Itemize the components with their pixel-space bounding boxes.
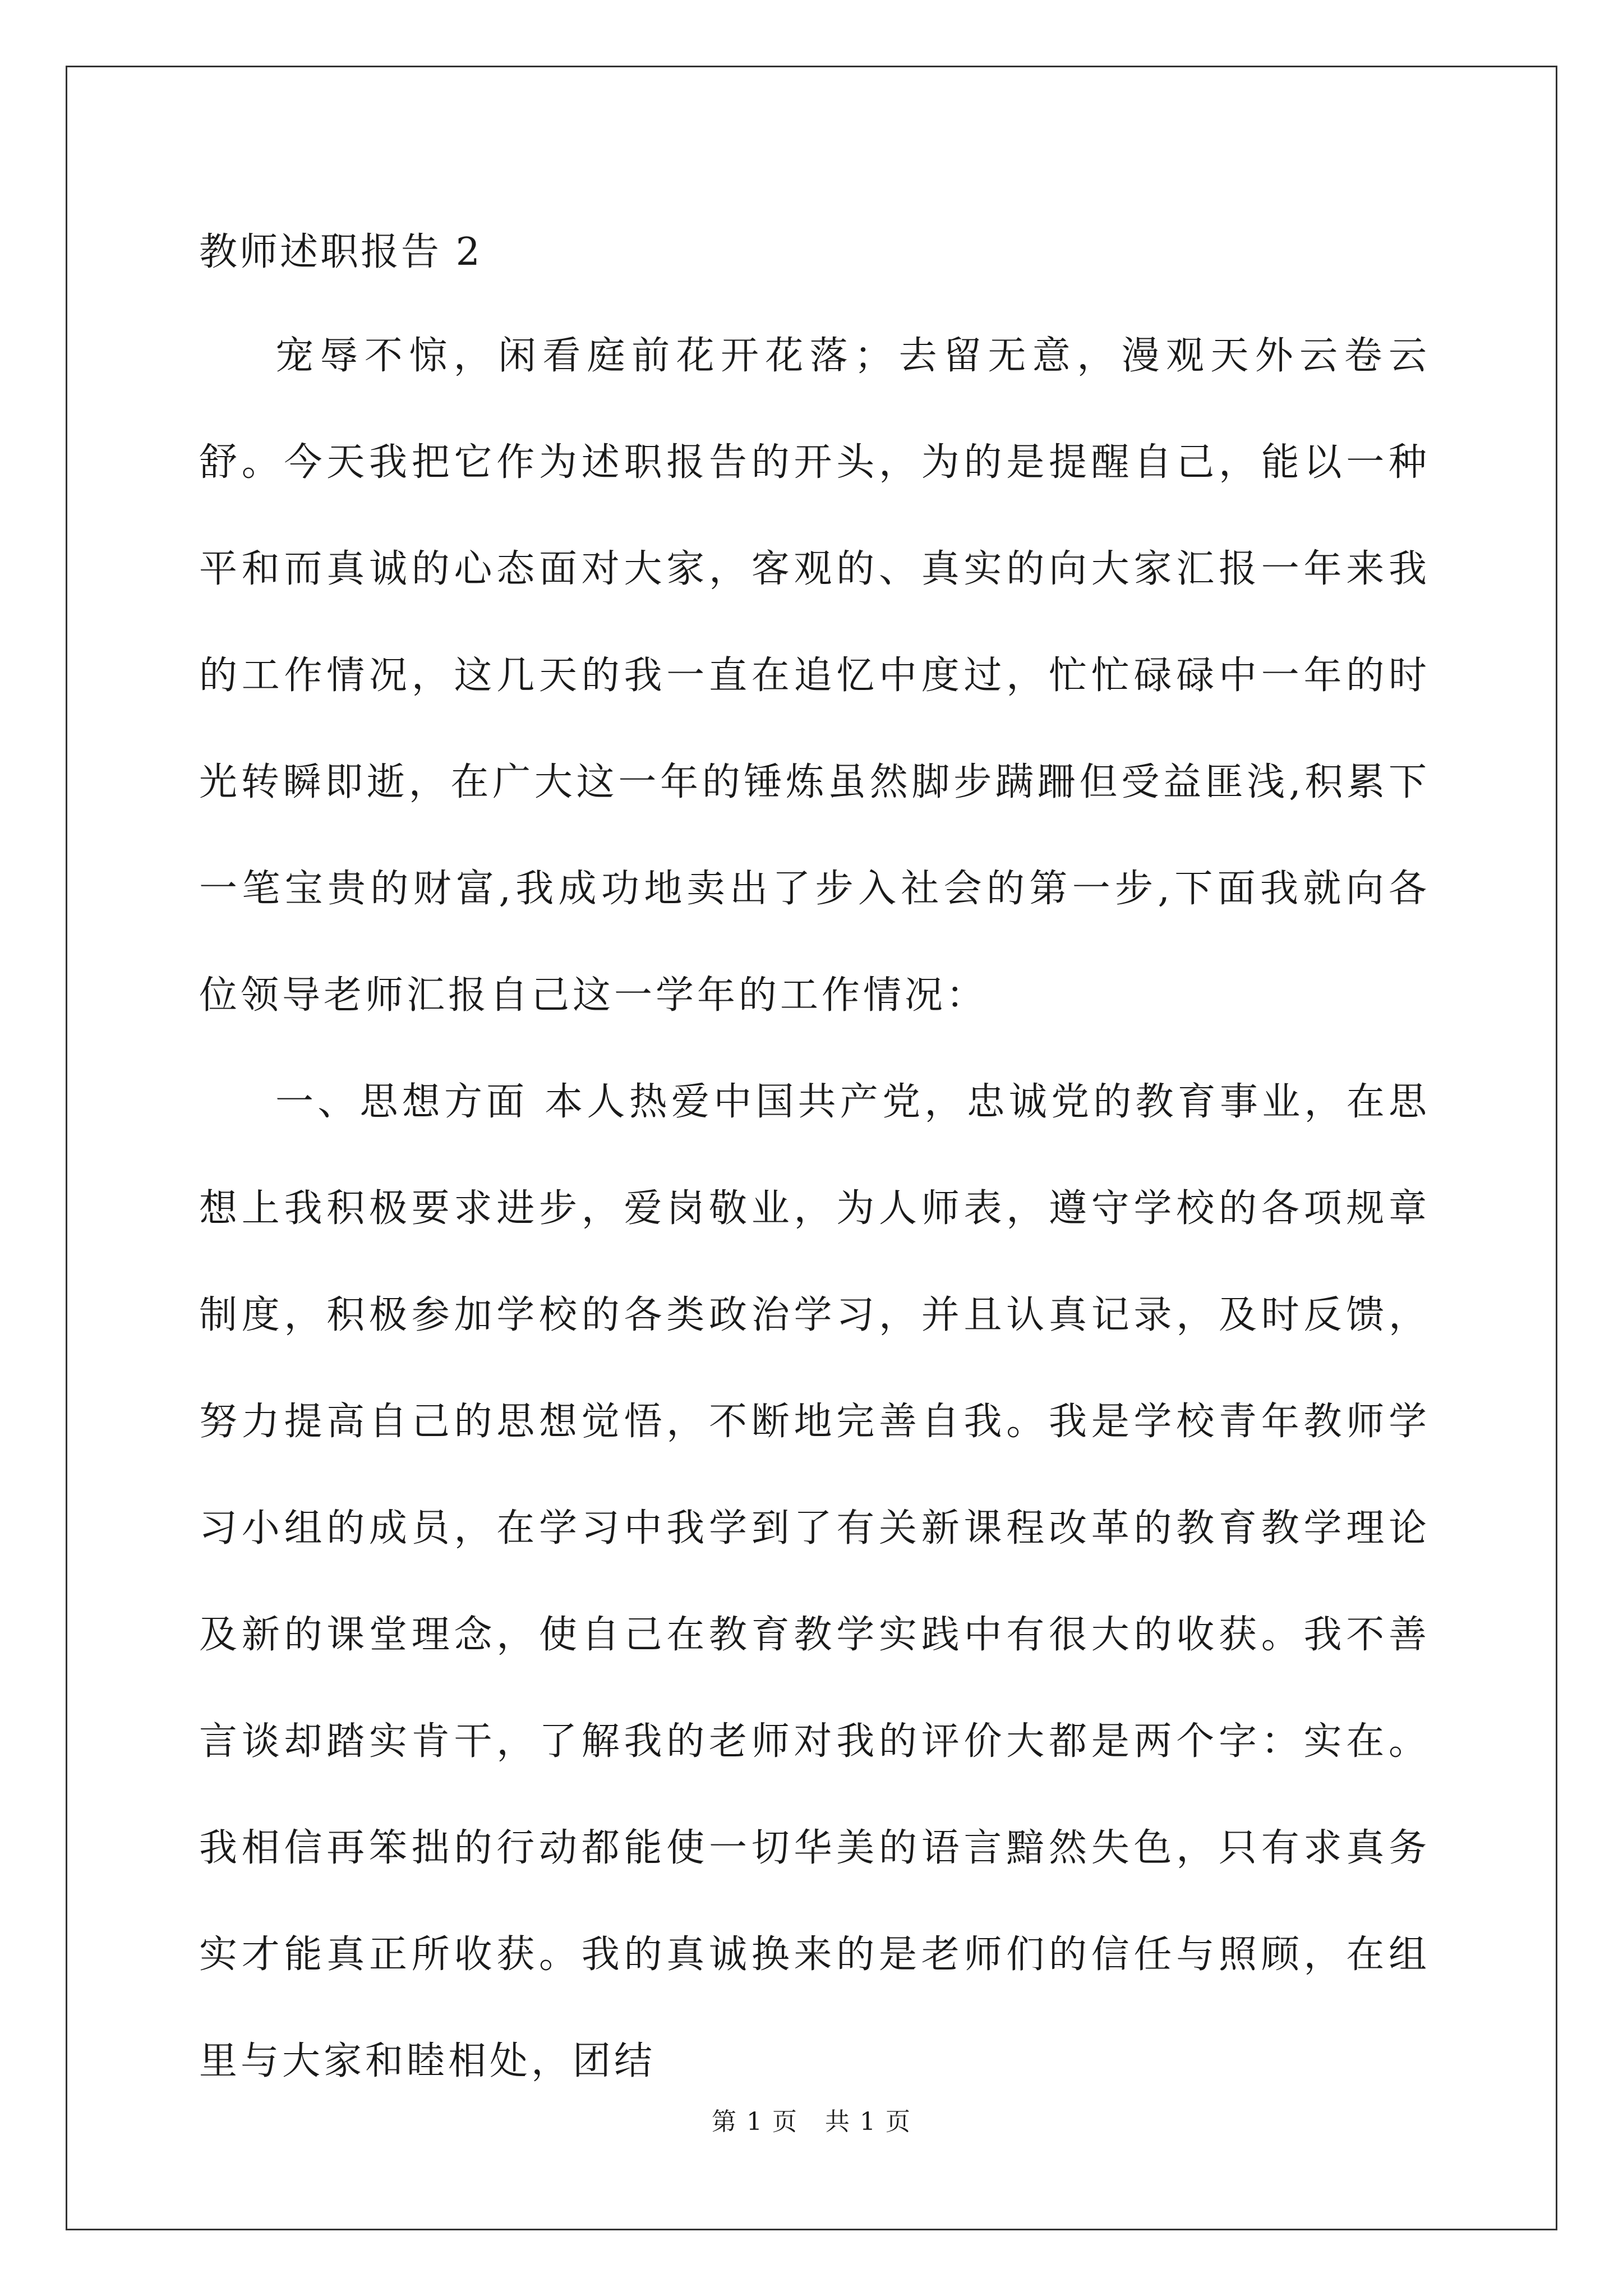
paragraph-intro: 宠辱不惊，闲看庭前花开花落；去留无意，漫观天外云卷云舒。今天我把它作为述职报告的开头，为的是提醒自己，能以一种平和而真诚的心态面对大家，客观的、真实的向大家汇报一年来我的工作情况，这几天的我一直在追忆中度过，忙忙碌碌中一年的时光转瞬即逝，在广大这一年的锤炼虽然脚步蹒跚但受益匪浅,积累下一笔宝贵的财富,我成功地卖出了步入社会的第一步,下面我就向各位领导老师汇报自己这一学年的工作情况：	[199, 334, 1430, 1018]
paragraph-ideology: 一、思想方面 本人热爱中国共产党，忠诚党的教育事业，在思想上我积极要求进步，爱岗敬业，为人师表，遵守学校的各项规章制度，积极参加学校的各类政治学习，并且认真记录，及时反馈，努力提高自己的思想觉悟，不断地完善自我。我是学校青年教师学习小组的成员，在学习中我学到了有关新课程改革的教育教学理论及新的课堂理念，使自己在教育教学实践中有很大的收获。我不善言谈却踏实肯干，了解我的老师对我的评价大都是两个字：实在。我相信再笨拙的行动都能使一切华美的语言黯然失色，只有求真务实才能真正所收获。我的真诚换来的是老师们的信任与照顾，在组里与大家和睦相处，团结	[199, 1080, 1430, 2083]
page-total: 共 1 页	[825, 2108, 911, 2136]
page-footer	[0, 2105, 1623, 2139]
page-number: 第 1 页	[712, 2108, 798, 2136]
document-body	[199, 224, 1430, 2115]
document-title: 教师述职报告 2	[199, 230, 482, 274]
